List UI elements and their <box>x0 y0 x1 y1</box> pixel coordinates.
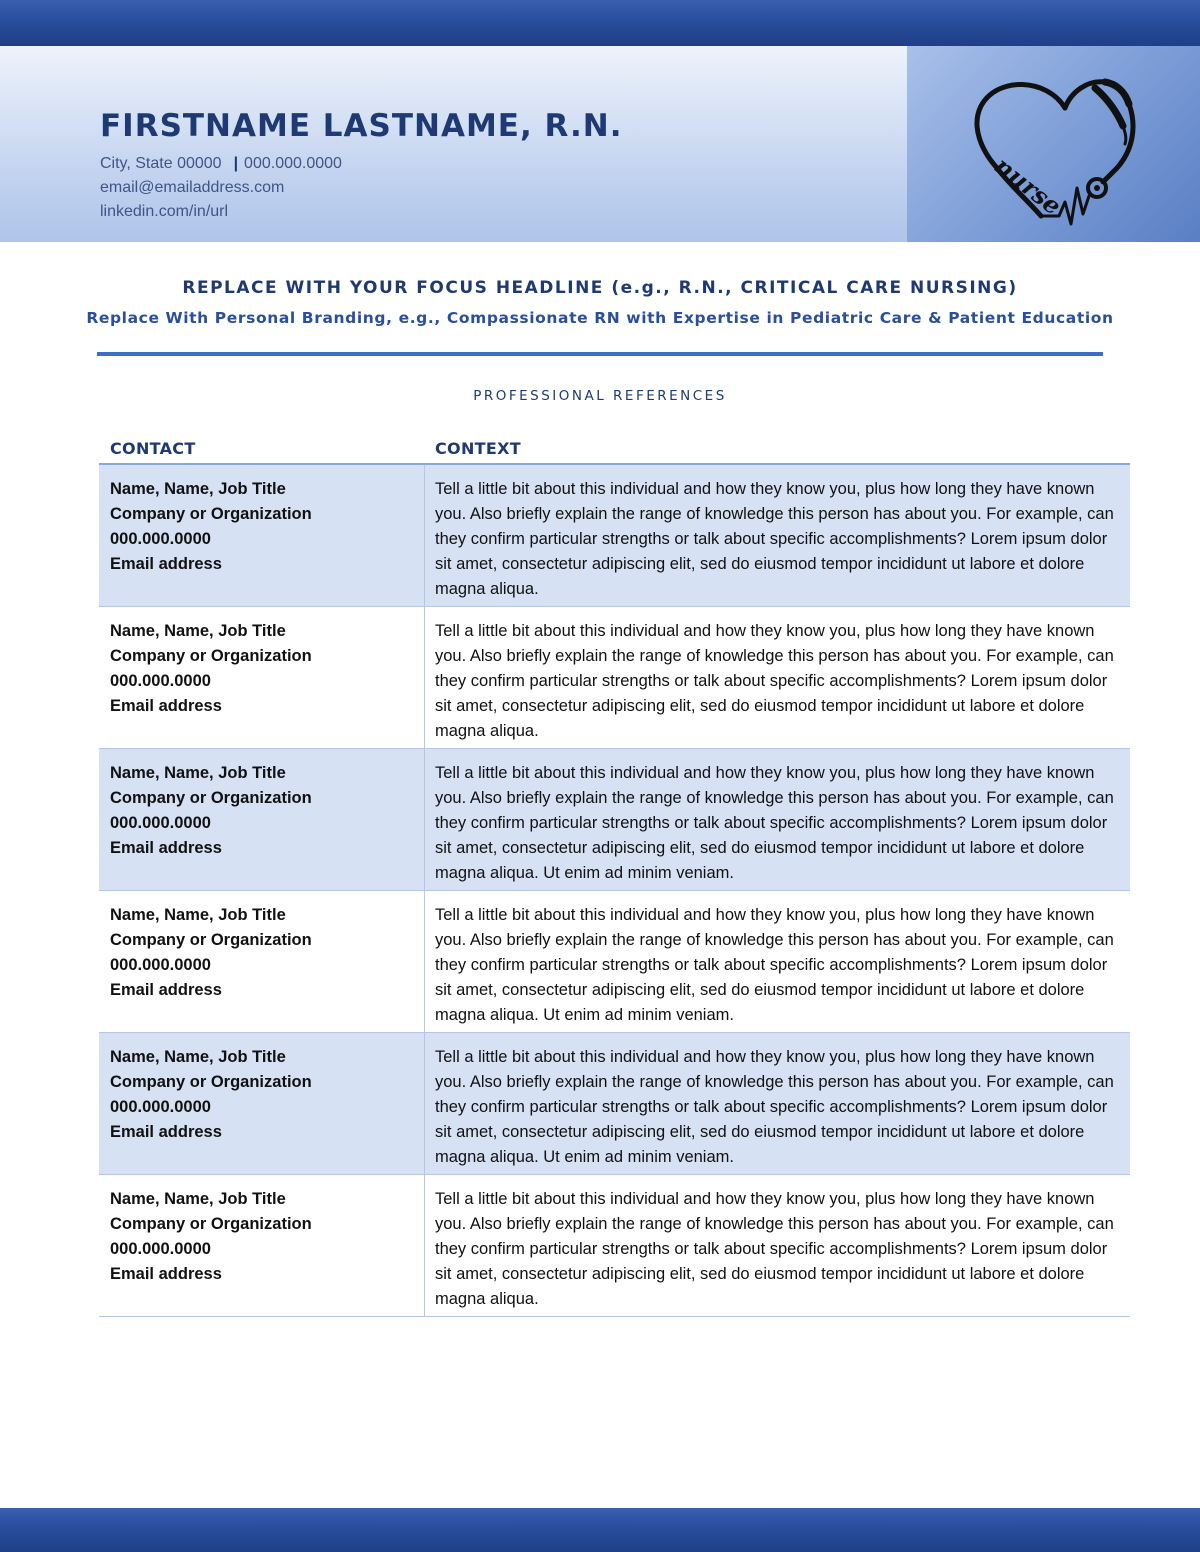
reference-context: Tell a little bit about this individual and how they know you, plus how long they have known you. Also briefly explain the range of knowledge this person has about you. For example, can they confirm particular strengths or talk about specific accomplishments? Lorem ipsum dolor sit amet, consectetur adipiscing elit, sed do eiusmod tempor incididunt ut labore et dolore magna aliqua. <box>435 480 1114 598</box>
focus-headline: REPLACE WITH YOUR FOCUS HEADLINE (e.g., R.N., CRITICAL CARE NURSING) <box>182 278 1018 298</box>
contact-separator: | <box>233 155 239 172</box>
location-phone-line <box>100 155 342 173</box>
email-address: email@emailaddress.com <box>100 179 285 196</box>
header-underline <box>99 463 1130 465</box>
reference-company: Company or Organization <box>110 931 312 949</box>
section-title: PROFESSIONAL REFERENCES <box>473 388 727 404</box>
table-row <box>99 749 1130 891</box>
linkedin-url: linkedin.com/in/url <box>100 203 229 220</box>
svg-text:nurse: nurse <box>989 150 1068 221</box>
reference-email: Email address <box>110 697 222 715</box>
reference-email: Email address <box>110 1265 222 1283</box>
section-divider <box>97 352 1103 356</box>
table-row <box>99 607 1130 749</box>
column-header-context: CONTEXT <box>435 439 521 458</box>
logo-panel <box>907 46 1200 242</box>
reference-company: Company or Organization <box>110 505 312 523</box>
reference-context: Tell a little bit about this individual and how they know you, plus how long they have known you. Also briefly explain the range of knowledge this person has about you. For example, can they confirm particular strengths or talk about specific accomplishments? Lorem ipsum dolor sit amet, consectetur adipiscing elit, sed do eiusmod tempor incididunt ut labore et dolore magna aliqua. Ut enim ad minim veniam. <box>435 1048 1114 1166</box>
reference-name: Name, Name, Job Title <box>110 906 286 924</box>
top-border-bar <box>0 0 1200 46</box>
table-header <box>99 433 1130 465</box>
table-row <box>99 1175 1130 1317</box>
reference-name: Name, Name, Job Title <box>110 764 286 782</box>
reference-context: Tell a little bit about this individual and how they know you, plus how long they have known you. Also briefly explain the range of knowledge this person has about you. For example, can they confirm particular strengths or talk about specific accomplishments? Lorem ipsum dolor sit amet, consectetur adipiscing elit, sed do eiusmod tempor incididunt ut labore et dolore magna aliqua. <box>435 1190 1114 1308</box>
table-row <box>99 465 1130 607</box>
reference-name: Name, Name, Job Title <box>110 622 286 640</box>
personal-branding: Replace With Personal Branding, e.g., Compassionate RN with Expertise in Pediatric Care & Patient Education <box>86 309 1114 327</box>
bottom-border-bar <box>0 1508 1200 1552</box>
table-row <box>99 891 1130 1033</box>
reference-phone: 000.000.0000 <box>110 956 211 974</box>
heart-stethoscope-nurse-icon <box>967 68 1157 228</box>
reference-phone: 000.000.0000 <box>110 672 211 690</box>
reference-contact <box>99 607 425 748</box>
reference-context: Tell a little bit about this individual and how they know you, plus how long they have known you. Also briefly explain the range of knowledge this person has about you. For example, can they confirm particular strengths or talk about specific accomplishments? Lorem ipsum dolor sit amet, consectetur adipiscing elit, sed do eiusmod tempor incididunt ut labore et dolore magna aliqua. Ut enim ad minim veniam. <box>435 906 1114 1024</box>
reference-phone: 000.000.0000 <box>110 530 211 548</box>
reference-contact <box>99 749 425 890</box>
reference-context: Tell a little bit about this individual and how they know you, plus how long they have known you. Also briefly explain the range of knowledge this person has about you. For example, can they confirm particular strengths or talk about specific accomplishments? Lorem ipsum dolor sit amet, consectetur adipiscing elit, sed do eiusmod tempor incididunt ut labore et dolore magna aliqua. <box>435 622 1114 740</box>
reference-email: Email address <box>110 1123 222 1141</box>
reference-name: Name, Name, Job Title <box>110 1190 286 1208</box>
reference-name: Name, Name, Job Title <box>110 1048 286 1066</box>
table-row <box>99 1033 1130 1175</box>
phone-number: 000.000.0000 <box>244 155 342 172</box>
column-header-contact: CONTACT <box>110 439 196 458</box>
reference-contact <box>99 465 425 606</box>
reference-phone: 000.000.0000 <box>110 1240 211 1258</box>
reference-context: Tell a little bit about this individual and how they know you, plus how long they have known you. Also briefly explain the range of knowledge this person has about you. For example, can they confirm particular strengths or talk about specific accomplishments? Lorem ipsum dolor sit amet, consectetur adipiscing elit, sed do eiusmod tempor incididunt ut labore et dolore magna aliqua. Ut enim ad minim veniam. <box>435 764 1114 882</box>
reference-name: Name, Name, Job Title <box>110 480 286 498</box>
reference-contact <box>99 1175 425 1316</box>
references-table <box>99 433 1130 1317</box>
city-state: City, State 00000 <box>100 155 222 172</box>
reference-company: Company or Organization <box>110 647 312 665</box>
reference-company: Company or Organization <box>110 789 312 807</box>
reference-company: Company or Organization <box>110 1073 312 1091</box>
reference-company: Company or Organization <box>110 1215 312 1233</box>
reference-email: Email address <box>110 839 222 857</box>
reference-phone: 000.000.0000 <box>110 814 211 832</box>
reference-contact <box>99 1033 425 1174</box>
candidate-name: FIRSTNAME LASTNAME, R.N. <box>100 108 623 144</box>
reference-phone: 000.000.0000 <box>110 1098 211 1116</box>
reference-contact <box>99 891 425 1032</box>
reference-email: Email address <box>110 555 222 573</box>
reference-email: Email address <box>110 981 222 999</box>
